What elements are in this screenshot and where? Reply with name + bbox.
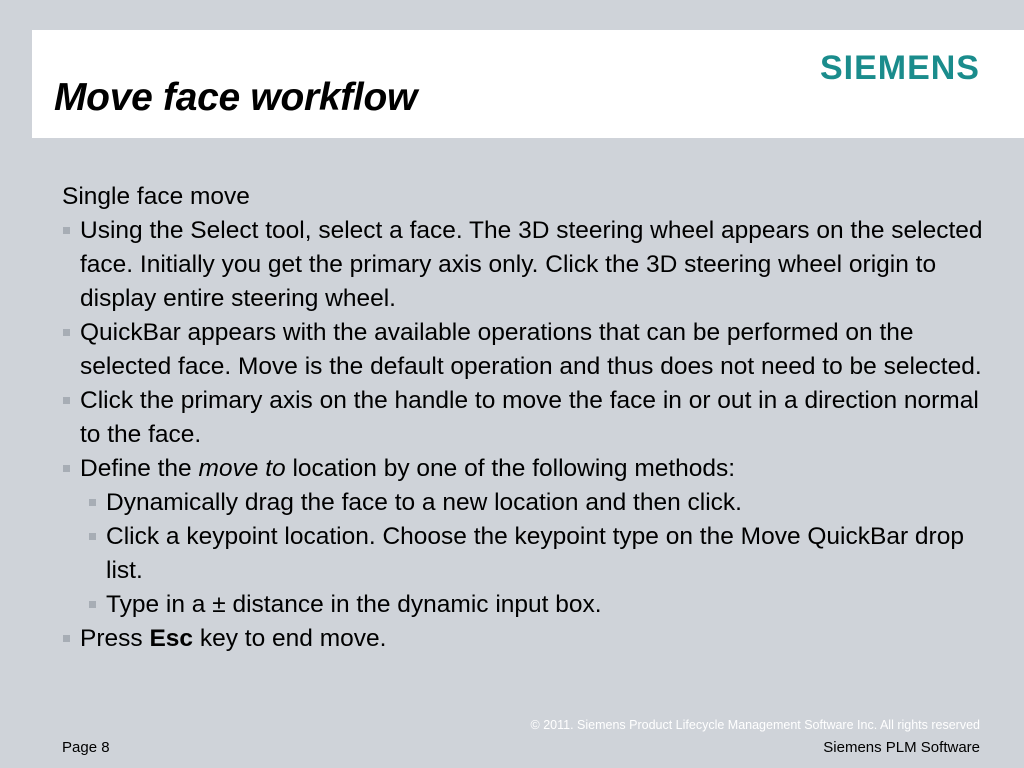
copyright-notice: © 2011. Siemens Product Lifecycle Management Software Inc. All rights reserved (530, 718, 980, 732)
bullet-square-icon (89, 499, 96, 506)
bullet-item (62, 384, 992, 452)
page-number: Page 8 (62, 739, 110, 756)
slide-title: Move face workflow (54, 76, 418, 119)
sub-bullet-text: Type in a ± distance in the dynamic input box. (106, 591, 602, 618)
bullet-square-icon (63, 227, 70, 234)
section-heading: Single face move (62, 183, 250, 210)
footer-brand: Siemens PLM Software (823, 739, 980, 756)
bullet-square-icon (63, 465, 70, 472)
bullet-square-icon (89, 533, 96, 540)
bullet-item (62, 214, 992, 316)
press-text-bold: Esc (149, 625, 194, 652)
sub-bullet-text: Dynamically drag the face to a new location and then click. (106, 489, 742, 516)
sub-bullet-item (88, 588, 992, 622)
bullet-square-icon (89, 601, 96, 608)
bullet-text (80, 455, 735, 482)
slide-content (62, 180, 992, 656)
define-text-before: Define the (80, 455, 199, 482)
define-text-after: location by one of the following methods: (285, 455, 736, 482)
bullet-text: QuickBar appears with the available operations that can be performed on the selected face. Move is the default operation and thus does not need to be selected. (80, 319, 982, 380)
slide-header (32, 30, 1024, 138)
bullet-square-icon (63, 635, 70, 642)
bullet-item-define (62, 452, 992, 486)
bullet-text: Using the Select tool, select a face. The 3D steering wheel appears on the selected face. Initially you get the primary axis only. Click the 3D steering wheel origin to display entire steering wheel. (80, 217, 983, 312)
bullet-item (62, 316, 992, 384)
bullet-square-icon (63, 397, 70, 404)
siemens-logo: SIEMENS (819, 49, 980, 87)
bullet-text (80, 625, 386, 652)
sub-bullet-item (88, 486, 992, 520)
sub-bullet-text: Click a keypoint location. Choose the keypoint type on the Move QuickBar drop list. (106, 523, 964, 584)
define-text-italic: move to (198, 455, 286, 482)
press-text-after: key to end move. (193, 625, 387, 652)
bullet-square-icon (63, 329, 70, 336)
press-text-before: Press (80, 625, 150, 652)
bullet-text: Click the primary axis on the handle to move the face in or out in a direction normal to the face. (80, 387, 979, 448)
bullet-item-press (62, 622, 992, 656)
sub-bullet-item (88, 520, 992, 588)
